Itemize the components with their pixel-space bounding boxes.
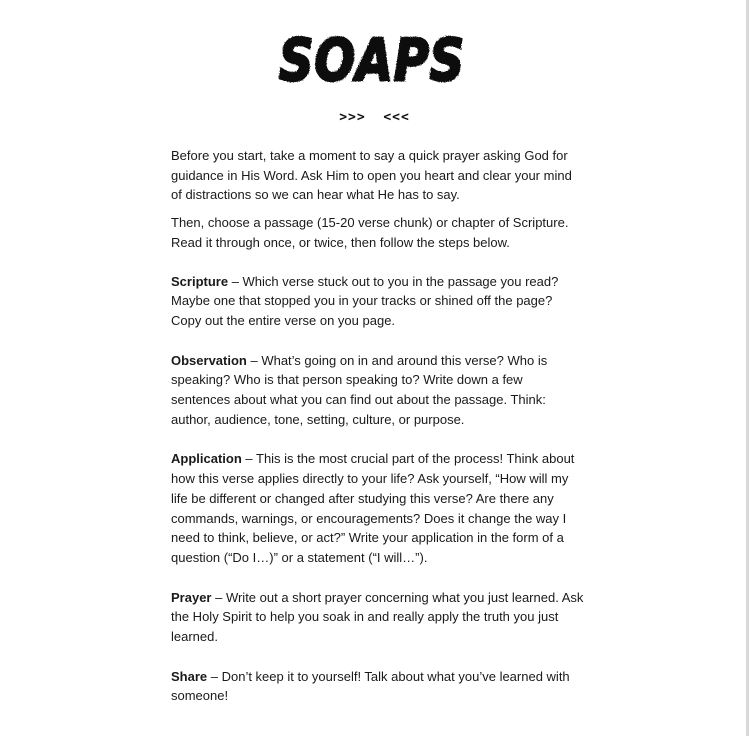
step-application bbox=[171, 449, 585, 567]
soaps-title-logo bbox=[275, 20, 469, 94]
step-scripture bbox=[171, 272, 585, 331]
step-observation bbox=[171, 351, 585, 430]
step-term-share: Share bbox=[171, 668, 208, 684]
brush-lettering-graphic bbox=[275, 20, 469, 94]
instructions-body bbox=[171, 146, 585, 706]
step-term-application: Application bbox=[171, 451, 242, 467]
step-text-share: – Don’t keep it to yourself! Talk about what you’ve learned with someone! bbox=[171, 668, 570, 704]
step-text-application: – This is the most crucial part of the process! Think about how this verse applies directly to your life? Ask yourself, “How will my life be different or changed after studying this verse? Are there any commands, warnings, or encouragements? Does it change the way I need to think, believe, or act?” Write your application in the form of a question (“Do I…)” or a statement (“I will…”). bbox=[171, 451, 575, 565]
step-term-prayer: Prayer bbox=[171, 589, 212, 605]
section-divider: >>> <<< bbox=[339, 110, 410, 125]
step-term-observation: Observation bbox=[171, 352, 247, 368]
intro-paragraph-passage: Then, choose a passage (15-20 verse chunk) or chapter of Scripture. Read it through once, or twice, then follow the steps below. bbox=[171, 215, 569, 250]
step-text-prayer: – Write out a short prayer concerning what you just learned. Ask the Holy Spirit to help you soak in and really apply the truth you just learned. bbox=[171, 589, 584, 645]
step-text-observation: – What’s going on in and around this verse? Who is speaking? Who is that person speaking to? Write down a few sentences about what you can find out about the passage. Think: author, audience, tone, setting, culture, or purpose. bbox=[171, 352, 548, 427]
step-text-scripture: – Which verse stuck out to you in the passage you read? Maybe one that stopped you in your tracks or shined off the page? Copy out the entire verse on you page. bbox=[171, 273, 559, 328]
step-term-scripture: Scripture bbox=[171, 273, 229, 289]
step-share bbox=[171, 667, 585, 706]
intro-paragraph-prayer: Before you start, take a moment to say a quick prayer asking God for guidance in His Word. Ask Him to open you heart and clear your mind of distractions so we can hear what He has to say. bbox=[171, 148, 572, 203]
page-title: SOAPS bbox=[279, 26, 465, 94]
step-prayer bbox=[171, 588, 585, 647]
